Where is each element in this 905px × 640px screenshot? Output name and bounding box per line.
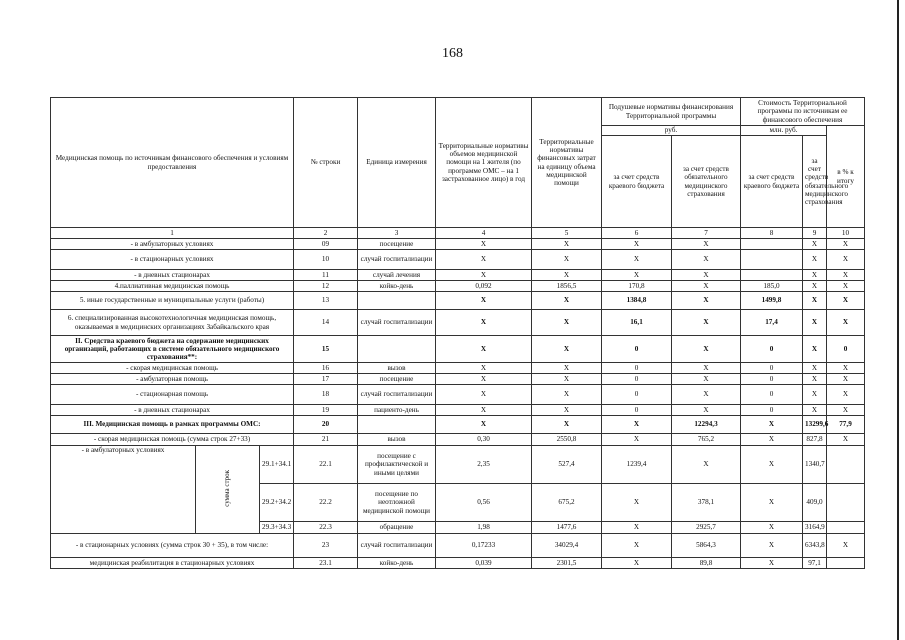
table-cell bbox=[741, 250, 803, 270]
table-cell: случай госпитализации bbox=[358, 250, 436, 270]
table-cell: 0 bbox=[602, 385, 672, 405]
table-cell: 1340,7 bbox=[803, 446, 827, 484]
table-cell: X bbox=[741, 416, 803, 434]
table-row bbox=[51, 374, 865, 385]
table-cell: 17,4 bbox=[741, 310, 803, 336]
table-cell: пациенто-день bbox=[358, 405, 436, 416]
table-cell: 12294,3 bbox=[672, 416, 741, 434]
table-cell: X bbox=[436, 250, 532, 270]
row-label: 6. специализированная высокотехнологичная медицинская помощь, оказываемая в медицинских организациях Забайкальского края bbox=[51, 310, 294, 336]
table-cell: койко-день bbox=[358, 558, 436, 569]
row-label: - скорая медицинская помощь bbox=[51, 363, 294, 374]
table-cell: 0 bbox=[741, 405, 803, 416]
table-cell: 170,8 bbox=[602, 281, 672, 292]
table-row bbox=[51, 250, 865, 270]
table-cell: 675,2 bbox=[532, 484, 602, 522]
header-unit: Единица измерения bbox=[358, 98, 436, 228]
table-cell: вызов bbox=[358, 434, 436, 446]
table-cell: 22.2 bbox=[294, 484, 358, 522]
table-cell: койко-день bbox=[358, 281, 436, 292]
header-oms-1: за счет средств обязательного медицинского страхования bbox=[672, 136, 741, 228]
table-cell: случай лечения bbox=[358, 270, 436, 281]
row-label: - скорая медицинская помощь (сумма строк 27+33) bbox=[51, 434, 294, 446]
row-label: - в стационарных условиях (сумма строк 30 + 35), в том числе: bbox=[51, 534, 294, 558]
header-cost-norms: Территориальные нормативы финансовых затрат на единицу объема медицинской помощи bbox=[532, 98, 602, 228]
table-cell: X bbox=[803, 239, 827, 250]
row-label: медицинская реабилитация в стационарных условиях bbox=[51, 558, 294, 569]
table-cell: X bbox=[741, 484, 803, 522]
row-label: - в амбулаторных условиях bbox=[51, 239, 294, 250]
table-cell: X bbox=[602, 250, 672, 270]
table-cell: 0 bbox=[827, 336, 865, 363]
table-cell: X bbox=[602, 434, 672, 446]
table-cell: X bbox=[672, 250, 741, 270]
table-cell: X bbox=[803, 250, 827, 270]
table-cell: X bbox=[827, 292, 865, 310]
table-cell: X bbox=[803, 281, 827, 292]
table-cell: 20 bbox=[294, 416, 358, 434]
table-cell: X bbox=[532, 416, 602, 434]
table-cell: посещение bbox=[358, 374, 436, 385]
table-cell: X bbox=[803, 363, 827, 374]
table-cell: посещение с профилактической и иными целями bbox=[358, 446, 436, 484]
header-volume-norms: Территориальные нормативы объемов медицинской помощи на 1 жителя (по программе ОМС – на 1 застрахованное лицо) в год bbox=[436, 98, 532, 228]
table-cell: X bbox=[532, 363, 602, 374]
table-cell: 6343,8 bbox=[803, 534, 827, 558]
table-cell: X bbox=[436, 239, 532, 250]
table-cell bbox=[827, 522, 865, 534]
table-cell: случай госпитализации bbox=[358, 385, 436, 405]
table-cell: 0 bbox=[602, 363, 672, 374]
table-cell: 3164,9 bbox=[803, 522, 827, 534]
table-cell: 2,35 bbox=[436, 446, 532, 484]
sum-rows-label: сумма строк bbox=[223, 469, 232, 507]
table-cell: X bbox=[602, 558, 672, 569]
header-percent: в % к итогу bbox=[827, 126, 865, 228]
table-cell: X bbox=[532, 374, 602, 385]
table-cell: X bbox=[532, 270, 602, 281]
header-oms-2: за счет средств обязательного медицинского страхования bbox=[803, 136, 827, 228]
table-row bbox=[51, 405, 865, 416]
table-cell: X bbox=[532, 239, 602, 250]
table-cell: 2301,5 bbox=[532, 558, 602, 569]
table-row bbox=[51, 292, 865, 310]
table-cell: X bbox=[672, 270, 741, 281]
table-cell: X bbox=[532, 250, 602, 270]
table-cell: X bbox=[827, 239, 865, 250]
table-cell: 2925,7 bbox=[672, 522, 741, 534]
financing-table bbox=[50, 97, 865, 569]
table-cell: X bbox=[803, 292, 827, 310]
table-row bbox=[51, 416, 865, 434]
table-cell: 14 bbox=[294, 310, 358, 336]
table-cell: X bbox=[532, 385, 602, 405]
table-cell: X bbox=[672, 385, 741, 405]
table-cell: X bbox=[672, 336, 741, 363]
table-cell: 0 bbox=[741, 374, 803, 385]
table-cell: 378,1 bbox=[672, 484, 741, 522]
table-cell: X bbox=[532, 336, 602, 363]
table-cell: X bbox=[436, 385, 532, 405]
table-cell: 17 bbox=[294, 374, 358, 385]
table-cell bbox=[358, 336, 436, 363]
table-cell: X bbox=[532, 405, 602, 416]
table-cell: 0 bbox=[602, 374, 672, 385]
table-cell: X bbox=[741, 534, 803, 558]
table-cell: обращение bbox=[358, 522, 436, 534]
table-cell: X bbox=[672, 292, 741, 310]
table-cell: X bbox=[436, 374, 532, 385]
table-cell: 185,0 bbox=[741, 281, 803, 292]
table-row bbox=[51, 281, 865, 292]
table-row bbox=[51, 363, 865, 374]
header-regional-budget-1: за счет средств краевого бюджета bbox=[602, 136, 672, 228]
table-cell: X bbox=[436, 270, 532, 281]
table-cell: X bbox=[827, 434, 865, 446]
table-cell bbox=[741, 270, 803, 281]
table-cell: 15 bbox=[294, 336, 358, 363]
header-care-type: Медицинская помощь по источникам финансового обеспечения и условиям предоставления bbox=[51, 98, 294, 228]
table-row bbox=[51, 558, 865, 569]
table-cell: X bbox=[436, 310, 532, 336]
table-cell: X bbox=[803, 385, 827, 405]
table-cell: 97,1 bbox=[803, 558, 827, 569]
header-per-capita: Подушевые нормативы финансирования Территориальной программы bbox=[602, 98, 741, 126]
table-cell: 765,2 bbox=[672, 434, 741, 446]
table-cell: X bbox=[741, 446, 803, 484]
table-cell: 89,8 bbox=[672, 558, 741, 569]
table-cell: 1239,4 bbox=[602, 446, 672, 484]
table-cell: 527,4 bbox=[532, 446, 602, 484]
table-cell: 0 bbox=[602, 336, 672, 363]
column-numbers-row: 1 2 3 4 5 6 7 8 9 10 bbox=[51, 228, 865, 239]
table-cell: 16 bbox=[294, 363, 358, 374]
table-cell bbox=[741, 239, 803, 250]
table-cell: X bbox=[532, 310, 602, 336]
table-cell: X bbox=[672, 363, 741, 374]
table-cell: X bbox=[602, 484, 672, 522]
table-cell: 1,98 bbox=[436, 522, 532, 534]
table-cell: X bbox=[827, 250, 865, 270]
sum-rows-ref: 29.3+34.3 bbox=[260, 522, 294, 534]
table-cell: X bbox=[436, 336, 532, 363]
table-cell: X bbox=[436, 292, 532, 310]
table-cell: 5864,3 bbox=[672, 534, 741, 558]
table-cell bbox=[358, 416, 436, 434]
table-cell bbox=[358, 292, 436, 310]
table-cell: 409,0 bbox=[803, 484, 827, 522]
table-cell: 22.3 bbox=[294, 522, 358, 534]
table-cell: 1499,8 bbox=[741, 292, 803, 310]
header-program-cost: Стоимость Территориальной программы по источникам ее финансового обеспечения bbox=[741, 98, 865, 126]
row-label: 4.паллиативная медицинская помощь bbox=[51, 281, 294, 292]
table-cell: 13299,6 bbox=[803, 416, 827, 434]
header-unit-mln: млн. руб. bbox=[741, 126, 827, 136]
row-label: - в амбулаторных условиях bbox=[51, 446, 196, 534]
page-number: 168 bbox=[442, 46, 463, 61]
table-cell: посещение bbox=[358, 239, 436, 250]
table-cell: посещение по неотложной медицинской помощи bbox=[358, 484, 436, 522]
table-cell: случай госпитализации bbox=[358, 310, 436, 336]
table-cell: 34029,4 bbox=[532, 534, 602, 558]
table-cell bbox=[827, 484, 865, 522]
row-label: III. Медицинская помощь в рамках программы ОМС: bbox=[51, 416, 294, 434]
row-label: - стационарная помощь bbox=[51, 385, 294, 405]
table-cell: X bbox=[827, 534, 865, 558]
table-cell: X bbox=[532, 292, 602, 310]
table-cell: 1477,6 bbox=[532, 522, 602, 534]
sum-rows-ref: 29.1+34.1 bbox=[260, 446, 294, 484]
table-cell: 0,30 bbox=[436, 434, 532, 446]
table-cell: X bbox=[602, 239, 672, 250]
table-cell: X bbox=[803, 270, 827, 281]
table-cell: 0,092 bbox=[436, 281, 532, 292]
table-cell: X bbox=[741, 522, 803, 534]
header-unit-rub: руб. bbox=[602, 126, 741, 136]
table-cell: 13 bbox=[294, 292, 358, 310]
header-row-number: № строки bbox=[294, 98, 358, 228]
table-cell: X bbox=[827, 363, 865, 374]
table-row bbox=[51, 310, 865, 336]
table-cell: 10 bbox=[294, 250, 358, 270]
header-regional-budget-2: за счет средств краевого бюджета bbox=[741, 136, 803, 228]
table-cell: X bbox=[602, 522, 672, 534]
table-cell: 12 bbox=[294, 281, 358, 292]
row-label: 5. иные государственные и муниципальные услуги (работы) bbox=[51, 292, 294, 310]
table-cell: X bbox=[803, 336, 827, 363]
table-row bbox=[51, 446, 865, 484]
sum-rows-ref: 29.2+34.2 bbox=[260, 484, 294, 522]
table-cell: X bbox=[672, 405, 741, 416]
table-cell: X bbox=[602, 270, 672, 281]
table-cell: 23 bbox=[294, 534, 358, 558]
table-cell: X bbox=[672, 310, 741, 336]
table-cell: X bbox=[672, 374, 741, 385]
table-cell: 0 bbox=[741, 336, 803, 363]
sum-rows-cell bbox=[196, 446, 260, 534]
table-cell: X bbox=[803, 405, 827, 416]
table-cell: X bbox=[803, 374, 827, 385]
table-cell: X bbox=[803, 310, 827, 336]
table-cell: 18 bbox=[294, 385, 358, 405]
table-cell: X bbox=[672, 281, 741, 292]
table-cell: X bbox=[436, 416, 532, 434]
table-row bbox=[51, 270, 865, 281]
table-row bbox=[51, 434, 865, 446]
table-cell: 23.1 bbox=[294, 558, 358, 569]
table-cell: 0,039 bbox=[436, 558, 532, 569]
table-cell: 19 bbox=[294, 405, 358, 416]
table-cell: 21 bbox=[294, 434, 358, 446]
table-cell: 22.1 bbox=[294, 446, 358, 484]
page-edge-line bbox=[897, 0, 899, 640]
table-row bbox=[51, 336, 865, 363]
table-cell: X bbox=[827, 310, 865, 336]
row-label: - в дневных стационарах bbox=[51, 405, 294, 416]
table-cell: 827,8 bbox=[803, 434, 827, 446]
table-cell: X bbox=[827, 281, 865, 292]
table-cell: X bbox=[827, 405, 865, 416]
table-cell: X bbox=[827, 374, 865, 385]
table-cell: X bbox=[602, 416, 672, 434]
table-cell: 1856,5 bbox=[532, 281, 602, 292]
table-cell: 2550,8 bbox=[532, 434, 602, 446]
table-cell: 11 bbox=[294, 270, 358, 281]
table-cell: вызов bbox=[358, 363, 436, 374]
table-cell: X bbox=[672, 446, 741, 484]
table-cell: X bbox=[827, 270, 865, 281]
row-label: - амбулаторная помощь bbox=[51, 374, 294, 385]
table-row bbox=[51, 239, 865, 250]
table-cell: 0 bbox=[741, 363, 803, 374]
row-label: - в стационарных условиях bbox=[51, 250, 294, 270]
table-cell: X bbox=[602, 534, 672, 558]
table-cell: 0 bbox=[741, 385, 803, 405]
table-cell: X bbox=[827, 385, 865, 405]
table-cell: 0 bbox=[602, 405, 672, 416]
table-cell: 0,56 bbox=[436, 484, 532, 522]
row-label: II. Средства краевого бюджета на содержание медицинских организаций, работающих в системе обязательного медицинского страхования**: bbox=[51, 336, 294, 363]
table-cell bbox=[827, 446, 865, 484]
table-cell: 0,17233 bbox=[436, 534, 532, 558]
table-cell: X bbox=[672, 239, 741, 250]
table-cell: X bbox=[741, 434, 803, 446]
table-cell: 77,9 bbox=[827, 416, 865, 434]
table-cell: X bbox=[741, 558, 803, 569]
table-row bbox=[51, 534, 865, 558]
table-cell: 1384,8 bbox=[602, 292, 672, 310]
table-cell: случай госпитализации bbox=[358, 534, 436, 558]
table-cell: 16,1 bbox=[602, 310, 672, 336]
table-cell: X bbox=[436, 405, 532, 416]
table-cell: X bbox=[436, 363, 532, 374]
row-label: - в дневных стационарах bbox=[51, 270, 294, 281]
table-cell: 09 bbox=[294, 239, 358, 250]
table-cell bbox=[827, 558, 865, 569]
table-row bbox=[51, 385, 865, 405]
